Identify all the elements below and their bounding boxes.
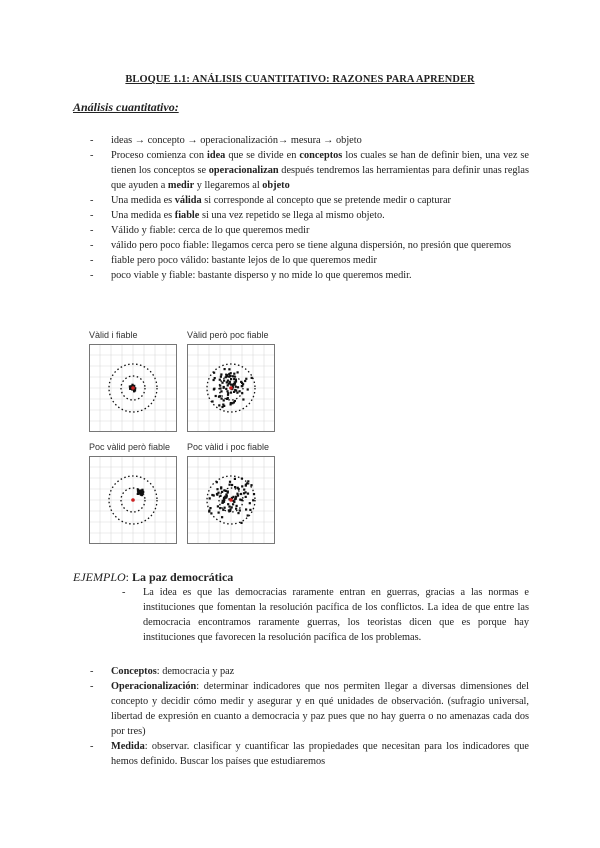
panel-label-invalid-reliable: Poc vàlid però fiable [89,442,171,452]
example-title: EJEMPLO: La paz democrática [73,570,234,584]
shot-point [245,485,247,487]
shot-point [241,392,243,394]
shot-point [237,371,239,373]
shot-point [234,381,236,383]
shot-point [221,491,223,493]
shot-point [209,497,211,499]
shot-point [221,382,223,384]
list-item: - válido pero poco fiable: llegamos cerca pero se tiene alguna dispersión, no presión que queremos [90,240,512,251]
shot-point [235,386,237,388]
shot-point [230,392,232,394]
shot-point [243,492,245,494]
list-item: - Medida: observar. clasificar y cuantificar las propiedades que necesitan para los indicadores que hemos definido. Buscar los países que estudiaremos [90,741,529,767]
shot-point [245,508,247,510]
shot-point [129,388,131,390]
shot-point [222,509,224,511]
bullseye-dot [131,498,135,502]
shot-point [235,379,237,381]
shot-point [217,505,219,507]
shot-point [235,496,237,498]
shot-point [218,512,220,514]
list-item: - Válido y fiable: cerca de lo que queremos medir [90,225,310,236]
shot-point [227,491,229,493]
shot-point [231,506,233,508]
shot-point [236,493,238,495]
shot-point [225,494,227,496]
shot-point [219,385,221,387]
bullet-dash: - [90,135,94,146]
shot-point [239,509,241,511]
list-item: - La idea es que las democracias raramente entran en guerras, gracias a las normas e instituciones que fomentan la resolución pacífica de los conflictos. La idea de que entre las democracia encontramos raramente guerras, los teoristas dicen que es porque hay instituciones que favorecen la resolución pacífica de los problemas. [122,587,529,643]
shot-point [209,507,211,509]
shot-point [213,372,215,374]
shot-point [253,493,255,495]
bullseye-dot [131,386,135,390]
panel-label-invalid-unreliable: Poc vàlid i poc fiable [187,442,270,452]
shot-point [230,378,232,380]
shot-point [229,481,231,483]
shot-point [223,387,225,389]
panel-label-valid-unreliable: Vàlid però poc fiable [187,330,269,340]
bullseye-dot [229,386,233,390]
list-item: - Una medida es fiable si una vez repetido se llega al mismo objeto. [90,210,385,221]
shot-point [249,509,251,511]
shot-point [237,386,239,388]
shot-point [227,380,229,382]
shot-point [221,502,223,504]
shot-point [244,380,246,382]
bullet-dash: - [90,240,94,251]
shot-point [242,398,244,400]
shot-point [231,484,233,486]
shot-point [234,389,236,391]
bullet-dash: - [90,210,94,221]
shot-point [229,382,231,384]
bullet-dash: - [90,741,94,752]
shot-point [221,516,223,518]
shot-point [246,482,248,484]
shot-point [228,506,230,508]
shot-point [227,397,229,399]
shot-point [225,388,227,390]
shot-point [233,501,235,503]
shot-point [233,373,235,375]
example-label: EJEMPLO [73,570,126,584]
shot-point [235,498,237,500]
shot-point [231,402,233,404]
shot-point [223,498,225,500]
shot-point [215,395,217,397]
shot-point [235,508,237,510]
list-item: - Conceptos: democracia y paz [90,666,235,677]
bullet-dash: - [90,195,94,206]
target-valid-reliable [89,344,177,432]
bullet-dash: - [90,150,94,161]
shot-point [228,373,230,375]
page-heading: BLOQUE 1.1: ANÁLISIS CUANTITATIVO: RAZONES PARA APRENDER [125,74,475,85]
shot-point [247,388,249,390]
bullet-dash: - [90,666,94,677]
shot-point [223,380,225,382]
panel-label-valid-reliable: Vàlid i fiable [89,330,138,340]
shot-point [241,478,243,480]
shot-point [232,375,234,377]
bullet-dash: - [90,255,94,266]
target-invalid-unreliable [187,456,275,544]
shot-point [228,368,230,370]
shot-point [247,493,249,495]
shot-point [247,480,249,482]
shot-point [239,390,241,392]
list-item: - poco viable y fiable: bastante disperso y no mide lo que queremos medir. [90,270,412,281]
bullet-dash: - [90,270,94,281]
shot-point [208,510,210,512]
shot-point [213,494,215,496]
shot-point [216,481,218,483]
shot-point [219,495,221,497]
bullseye-dot [229,498,233,502]
bullet-dash: - [90,681,94,692]
shot-point [224,368,226,370]
shot-point [247,514,249,516]
shot-point [241,485,243,487]
shot-point [250,484,252,486]
shot-point [220,487,222,489]
shot-point [213,379,215,381]
shot-point [227,503,229,505]
example-list [90,664,529,769]
section-title: Análisis cuantitativo: [73,100,179,114]
bullet-dash: - [122,587,126,598]
shot-point [242,383,244,385]
shot-point [137,490,139,492]
shot-point [219,379,221,381]
shot-point [141,492,143,494]
shot-point [214,377,216,379]
shot-point [240,522,242,524]
list-item: - Operacionalización: determinar indicadores que nos permiten llegar a diversas dimensiones del concepto y decidir cómo medir y asegurar y en qué unidades de observación. (sufragio universal, libertad de expresión en cuanto a democracia y paz pues que no hay guerra o no amenazas cada dos por tres) [90,681,529,737]
shot-point [232,503,234,505]
shot-point [221,398,223,400]
shot-point [234,478,236,480]
shot-point [237,487,239,489]
shot-point [234,400,236,402]
shot-point [216,493,218,495]
target-valid-unreliable [187,344,275,432]
shot-point [219,395,221,397]
shot-point [237,512,239,514]
shot-point [225,490,227,492]
shot-point [245,496,247,498]
shot-point [220,376,222,378]
list-item: - ideas → concepto → operacionalización→ mesura → objeto [90,135,362,146]
shot-point [225,376,227,378]
shot-point [224,507,226,509]
shot-point [230,403,232,405]
shot-point [213,388,215,390]
shot-point [249,502,251,504]
shot-point [237,495,239,497]
shot-point [241,499,243,501]
shot-point [223,399,225,401]
shot-point [226,390,228,392]
shot-point [223,405,225,407]
example-topic: La paz democrática [132,570,234,584]
shot-point [139,491,141,493]
list-item: - fiable pero poco válido: bastante lejos de lo que queremos medir [90,255,377,266]
shot-point [218,404,220,406]
shot-point [234,486,236,488]
shot-point [216,488,218,490]
shot-point [245,378,247,380]
shot-point [220,390,222,392]
shot-point [219,387,221,389]
shot-point [233,391,235,393]
shot-point [211,400,213,402]
shot-point [240,381,242,383]
shot-point [243,489,245,491]
shot-point [251,377,253,379]
concept-list [90,133,529,283]
list-item: - Proceso comienza con idea que se divide en conceptos los cuales se han de definir bien, una vez se tienen los conceptos se operacionalizan después tendremos las herramientas para definir unas reglas que ayuden a medir y llegaremos al objeto [90,150,529,191]
shot-point [227,394,229,396]
shot-point [210,512,212,514]
shot-point [228,509,230,511]
shot-point [236,505,238,507]
shot-point [220,373,222,375]
bullet-dash: - [90,225,94,236]
shot-point [240,493,242,495]
shot-point [236,392,238,394]
shot-point [219,507,221,509]
target-invalid-reliable [89,456,177,544]
list-item: - Una medida es válida si corresponde al concepto que se pretende medir o capturar [90,195,451,206]
shot-point [229,484,231,486]
shot-point [229,375,231,377]
example-sub-list [122,585,529,645]
shot-point [252,499,254,501]
